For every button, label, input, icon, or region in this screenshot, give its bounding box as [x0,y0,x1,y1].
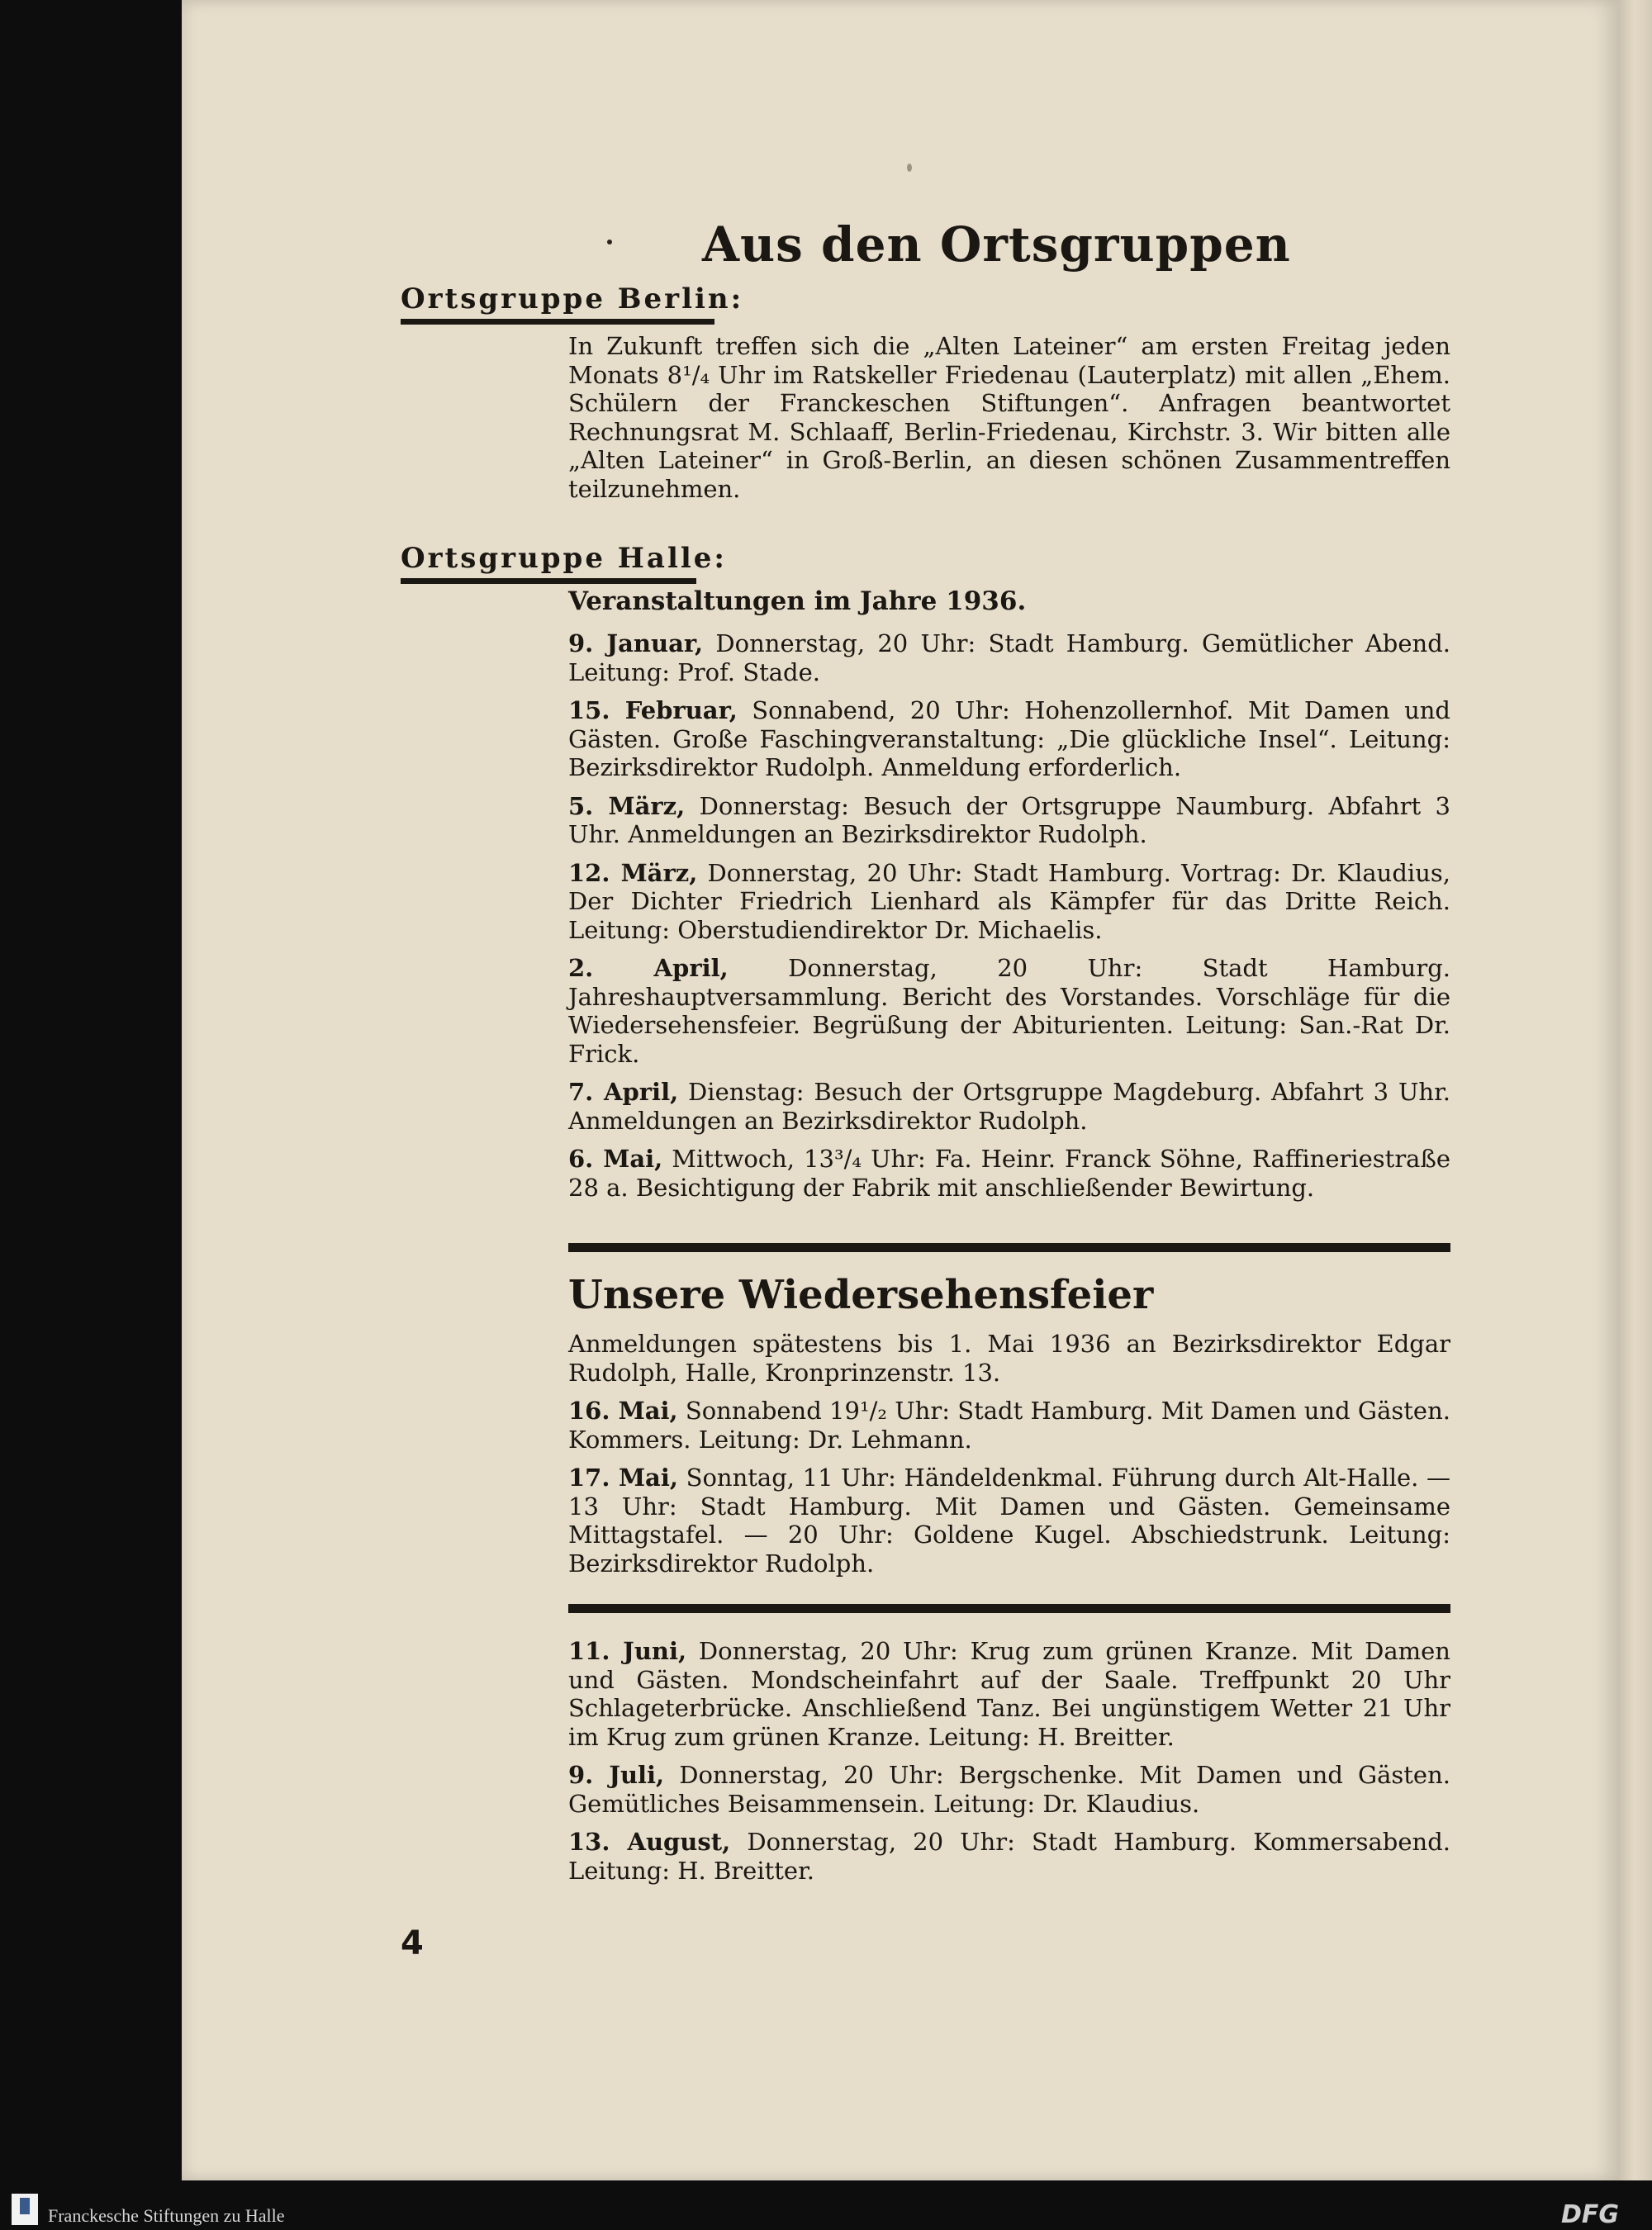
section-divider-rule [568,1243,1450,1252]
berlin-text: In Zukunft treffen sich die „Alten Lateiner“ am ersten Freitag jeden Monats 8¹/₄ Uhr im Ratskeller Friedenau (Lauterplatz) mit allen „Ehem. Schülern der Franckeschen Stiftungen“. Anfragen beantwortet Rechnungsrat M. Schlaaff, Berlin-Friedenau, Kirchstr. 3. Wir bitten alle „Alten Lateiner“ in Groß-Berlin, an diesen schönen Zusammentreffen teilzunehmen. [568,332,1450,503]
dfg-logo: DFG [1561,2200,1620,2229]
facing-page-edge [1617,0,1652,2180]
page-title: Aus den Ortsgruppen [702,216,1291,273]
berlin-heading: Ortsgruppe Berlin: [401,282,744,316]
halle-heading-rule [401,578,696,584]
list-item: 6. Mai, Mittwoch, 13³/₄ Uhr: Fa. Heinr. Franck Söhne, Raffineriestraße 28 a. Besichtigung der Fabrik mit anschließender Bewirtung. [568,1145,1450,1202]
section-divider-rule [568,1604,1450,1613]
list-item: 7. April, Dienstag: Besuch der Ortsgruppe Magdeburg. Abfahrt 3 Uhr. Anmeldungen an Bezirksdirektor Rudolph. [568,1078,1450,1135]
page-number: 4 [401,1924,424,1962]
berlin-heading-rule [401,319,714,325]
list-item: 12. März, Donnerstag, 20 Uhr: Stadt Hamburg. Vortrag: Dr. Klaudius, Der Dichter Friedrich Lienhard als Kämpfer für das Dritte Reich. Leitung: Oberstudiendirektor Dr. Michaelis. [568,858,1450,944]
list-item: 9. Juli, Donnerstag, 20 Uhr: Bergschenke. Mit Damen und Gästen. Gemütliches Beisammensein. Leitung: Dr. Klaudius. [568,1761,1450,1818]
list-item: 16. Mai, Sonnabend 19¹/₂ Uhr: Stadt Hamburg. Mit Damen und Gästen. Kommers. Leitung: Dr. Lehmann. [568,1397,1450,1454]
decorative-dot [607,240,612,244]
institution-logo-icon [12,2194,38,2225]
institution-name[interactable]: Franckesche Stiftungen zu Halle [48,2205,285,2226]
list-item: 13. August, Donnerstag, 20 Uhr: Stadt Hamburg. Kommersabend. Leitung: H. Breitter. [568,1828,1450,1885]
reunion-block [568,1330,1450,1587]
page-hole [907,164,912,172]
reunion-intro: Anmeldungen spätestens bis 1. Mai 1936 an Bezirksdirektor Edgar Rudolph, Halle, Kronprinzenstr. 13. [568,1330,1450,1387]
list-item: 17. Mai, Sonntag, 11 Uhr: Händeldenkmal. Führung durch Alt-Halle. — 13 Uhr: Stadt Hamburg. Mit Damen und Gästen. Gemeinsame Mittagstafel. — 20 Uhr: Goldene Kugel. Abschiedstrunk. Leitung: Bezirksdirektor Rudolph. [568,1464,1450,1578]
halle-heading: Ortsgruppe Halle: [401,542,727,575]
list-item: 2. April, Donnerstag, 20 Uhr: Stadt Hamburg. Jahreshauptversammlung. Bericht des Vorstandes. Vorschläge für die Wiedersehensfeier. Begrüßung der Abiturienten. Leitung: San.-Rat Dr. Frick. [568,954,1451,1068]
list-item: 9. Januar, Donnerstag, 20 Uhr: Stadt Hamburg. Gemütlicher Abend. Leitung: Prof. Stade. [568,629,1450,686]
list-item: 11. Juni, Donnerstag, 20 Uhr: Krug zum grünen Kranze. Mit Damen und Gästen. Mondscheinfahrt auf der Saale. Treffpunkt 20 Uhr Schlageterbrücke. Anschließend Tanz. Bei ungünstigem Wetter 21 Uhr im Krug zum grünen Kranze. Leitung: H. Breitter. [568,1637,1450,1751]
later-event-list [568,1637,1450,1895]
halle-subheading: Veranstaltungen im Jahre 1936. [568,586,1027,616]
reunion-title: Unsere Wiedersehensfeier [568,1272,1154,1318]
halle-event-list [568,629,1450,1212]
list-item: 5. März, Donnerstag: Besuch der Ortsgruppe Naumburg. Abfahrt 3 Uhr. Anmeldungen an Bezirksdirektor Rudolph. [568,791,1450,848]
list-item: 15. Februar, Sonnabend, 20 Uhr: Hohenzollernhof. Mit Damen und Gästen. Große Faschingveranstaltung: „Die glückliche Insel“. Leitung: Bezirksdirektor Rudolph. Anmeldung erforderlich. [568,696,1450,781]
